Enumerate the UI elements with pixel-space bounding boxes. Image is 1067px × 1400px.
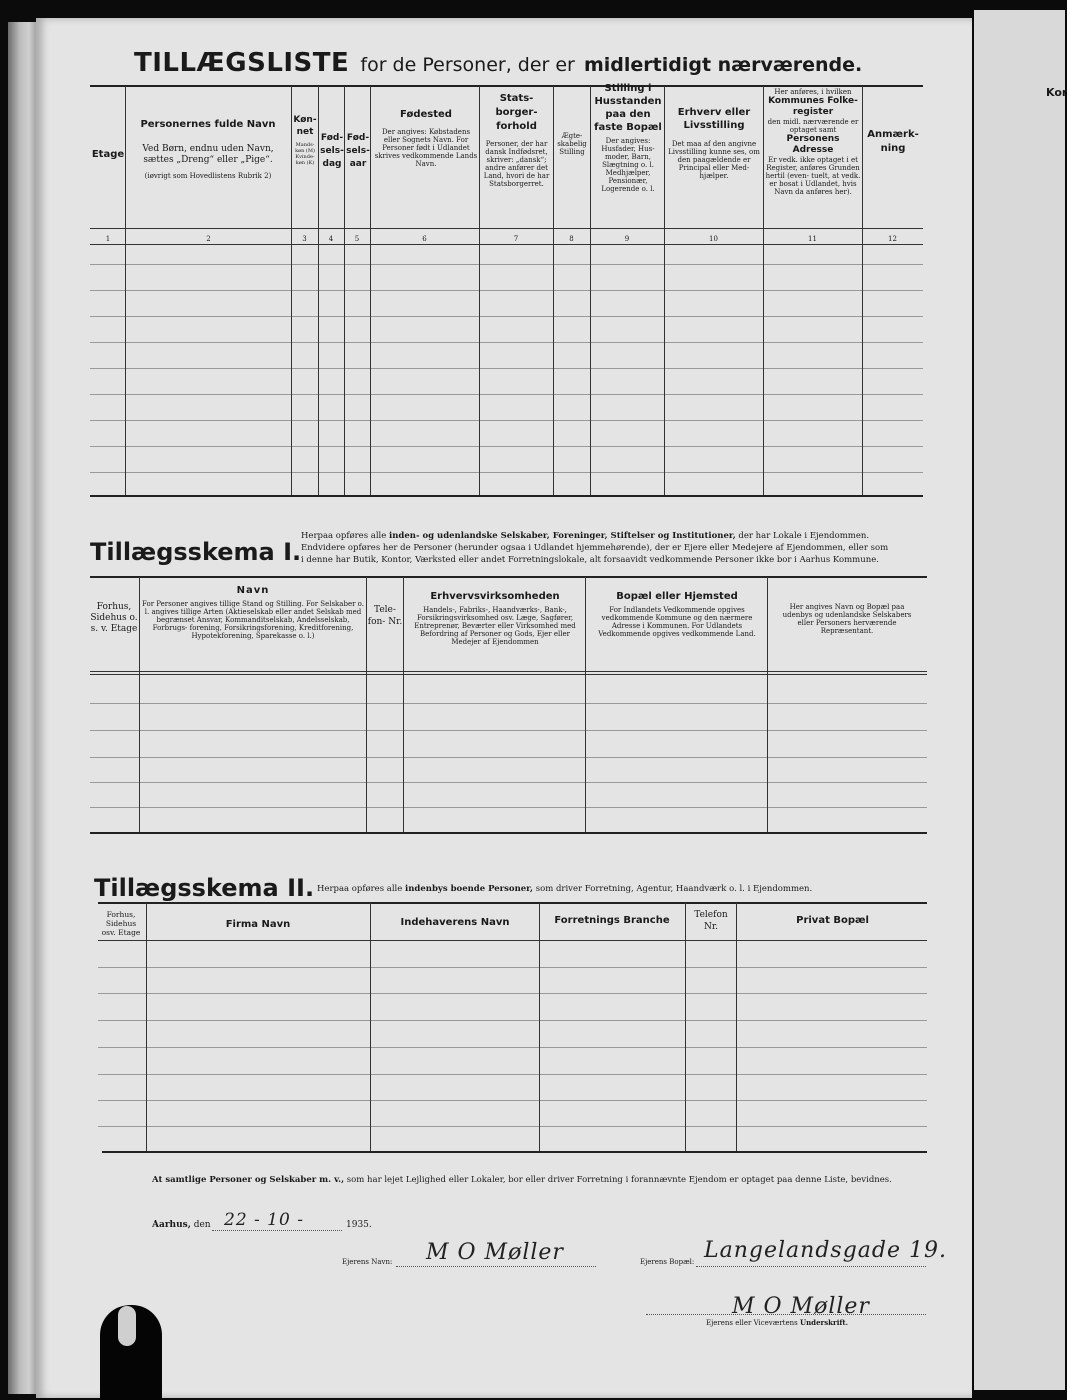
col-number: 6 <box>422 235 427 243</box>
col-number: 5 <box>354 235 360 243</box>
col-citizenship-title: Stats- borger- forhold <box>495 93 538 132</box>
col-gender-title: Køn- net <box>293 115 317 137</box>
col-gender-sub: Mands- køn (M) Kvinde- køn (K) <box>295 142 315 166</box>
owner-name-handwritten: M O Møller <box>426 1240 564 1265</box>
skema2-title: Tillægsskema II. <box>94 874 315 902</box>
den-word: den <box>193 1220 211 1230</box>
col-citizenship-header <box>481 92 552 188</box>
skema1-col-etage: Forhus, Sidehus o. s. v. Etage <box>90 602 138 634</box>
skema2-col-etage: Forhus, Sidehus osv. Etage <box>101 910 141 937</box>
declaration-text <box>152 1175 892 1185</box>
col-register-mid: den midl. nærværende er optaget samt <box>767 118 859 134</box>
owner-address-label: Ejerens Bopæl: <box>640 1258 695 1266</box>
col-birthday-header: Fød- sels- dag <box>320 133 344 169</box>
col-register-title: Kommunes Folke- register <box>768 96 858 117</box>
col-etage-header: Etage <box>91 149 125 160</box>
skema2-col-branch: Forretnings Branche <box>554 915 670 926</box>
col-occupation-header <box>666 106 762 180</box>
book-spine-edge <box>8 22 38 1394</box>
col-household-title: Stilling i Husstanden paa den faste Bopæl <box>594 83 662 133</box>
signature-handwritten: M O Møller <box>732 1294 870 1319</box>
skema2-intro-a: Herpaa opføres alle <box>317 884 403 894</box>
col-birthplace-title: Fødested <box>400 109 452 120</box>
col-register-pre: Her anføres, i hvilken <box>774 88 852 96</box>
col-register-sub: Er vedk. ikke optaget i et Register, anføres Grunden hertil (even- tuelt, at vedk. er bosat i Udlandet, hvis Navn da anføres her). <box>765 156 861 196</box>
signature-label-a: Ejerens eller Viceværtens <box>706 1319 798 1327</box>
skema1-col-business <box>406 590 584 646</box>
page-title <box>134 48 862 78</box>
skema1-col-name <box>142 584 364 640</box>
title-rest: for de Personer, der er <box>360 54 575 76</box>
skema2-intro-b: indenbys boende Personer, <box>405 884 534 894</box>
col-birthplace-sub: Der angives: Købstadens eller Sognets Navn. For Personer født i Udlandet skrives vedkommende Lands Navn. <box>374 128 478 168</box>
col-name-note: (iøvrigt som Hovedlistens Rubrik 2) <box>144 172 272 180</box>
facing-page-text: Kor <box>1046 86 1067 99</box>
col-occupation-sub: Det maa af den angivne Livsstilling kunne ses, om den paagældende er Principal eller Med- hjælper. <box>668 140 760 180</box>
col-citizenship-sub: Personer, der har dansk Indfødsret, skriver: „dansk“; andre anfører det Land, hvori de har Statsborgerret. <box>483 140 550 188</box>
title-main-word: TILLÆGSLISTE <box>134 48 350 78</box>
skema1-col-phone: Tele- fon- Nr. <box>367 605 403 627</box>
col-remark-header: Anmærk- ning <box>867 129 919 154</box>
title-bold-part: midlertidigt nærværende. <box>583 54 863 76</box>
skema1-intro <box>301 530 931 566</box>
skema2-intro-c: som driver Forretning, Agentur, Haandværk o. l. i Ejendommen. <box>535 884 813 894</box>
skema1-intro-b: inden- og udenlandske Selskaber, Foreninger, Stiftelser og Institutioner, <box>389 531 736 541</box>
col-gender-header <box>292 114 318 166</box>
col-marital-header: Ægte- skabelig Stilling <box>557 132 587 156</box>
skema1-intro-line3: i denne har Butik, Kontor, Værksted eller andet Forretningslokale, alt forsaavidt vedkommende Personer ikke bor i Aarhus Kommune. <box>301 555 879 565</box>
skema2-col-firm: Firma Navn <box>225 919 291 930</box>
skema2-col-owner: Indehaverens Navn <box>400 917 510 928</box>
col-number: 8 <box>569 235 574 243</box>
skema1-col-residence-sub: For Indlandets Vedkommende opgives vedkommende Kommune og den nærmere Adresse i Kommunen. For Udlandets Vedkommende opgives vedkommende Land. <box>598 606 756 638</box>
date-line <box>152 1220 211 1230</box>
skema1-col-residence <box>588 590 766 638</box>
declaration-bold: At samtlige Personer og Selskaber m. v., <box>152 1175 345 1185</box>
skema1-title: Tillægsskema I. <box>90 538 302 566</box>
col-number: 1 <box>105 235 111 243</box>
col-number: 7 <box>513 235 519 243</box>
col-number: 12 <box>888 235 897 243</box>
city: Aarhus, <box>152 1220 191 1230</box>
owner-address-handwritten: Langelandsgade 19. <box>704 1238 947 1263</box>
col-number: 4 <box>328 235 334 243</box>
col-number: 2 <box>206 235 211 243</box>
col-name-title: Personernes fulde Navn <box>140 119 276 130</box>
col-name-header <box>128 118 288 180</box>
col-household-header <box>592 82 664 193</box>
signature-label-b: Underskrift. <box>799 1318 849 1327</box>
col-household-sub: Der angives: Husfader, Hus- moder, Barn, Slægtning o. l. Medhjælper, Pensionær, Logerende o. l. <box>601 137 655 193</box>
col-name-sub: Ved Børn, endnu uden Navn, sættes „Dreng“ eller „Pige“. <box>142 144 274 165</box>
facing-page <box>974 10 1065 1390</box>
col-occupation-title: Erhverv eller Livsstilling <box>677 107 751 131</box>
form-page <box>36 18 972 1398</box>
owner-name-label: Ejerens Navn: <box>342 1258 393 1266</box>
skema1-intro-line2: Endvidere opføres her de Personer (herunder ogsaa i Udlandet hjemmehørende), der er Ejere eller Medejere af Ejendommen, eller som <box>301 543 889 553</box>
col-number: 3 <box>302 235 307 243</box>
col-register-header <box>765 88 861 196</box>
skema1-intro-a: Herpaa opføres alle <box>301 531 387 541</box>
skema1-col-name-title: Navn <box>236 585 270 596</box>
skema1-col-name-sub: For Personer angives tillige Stand og Stilling. For Selskaber o. l. angives tillige Arten (Aktieselskab eller andet Selskab med begrænset Ansvar, Kommanditselskab, Andelsselskab, Forbrugs- forening, Forsikringsforening, Kreditforening, Hypotekforening, Sparekasse o. l.) <box>142 600 364 640</box>
col-birthplace-header <box>374 108 478 168</box>
skema2-col-phone: Telefon Nr. <box>694 910 728 932</box>
col-number: 11 <box>808 235 817 243</box>
skema1-intro-c: der har Lokale i Ejendommen. <box>738 531 870 541</box>
skema1-col-residence-title: Bopæl eller Hjemsted <box>616 591 738 602</box>
col-number: 9 <box>624 235 630 243</box>
skema1-col-representative: Her angives Navn og Bopæl paa udenbys og udenlandske Selskabers eller Personers herværende Repræsentant. <box>782 603 912 635</box>
col-birthyear-header: Fød- sels- aar <box>346 133 370 169</box>
thumbnail-highlight <box>118 1306 136 1346</box>
date-handwritten: 22 - 10 - <box>224 1210 304 1230</box>
year: 1935. <box>346 1220 372 1230</box>
skema2-col-private-address: Privat Bopæl <box>796 915 869 926</box>
skema1-col-business-title: Erhvervsvirksomheden <box>430 591 560 602</box>
signature-label <box>706 1318 848 1327</box>
col-number: 10 <box>709 235 718 243</box>
skema1-col-business-sub: Handels-, Fabriks-, Haandværks-, Bank-, Forsikringsvirksomhed osv. Læge, Sagfører, Entreprenør, Beværter eller Virksomhed med Befordring af Personer og Gods, Ejer eller Medejer af Ejendommen <box>414 606 576 646</box>
skema2-intro <box>317 884 812 894</box>
declaration-rest: som har lejet Lejlighed eller Lokaler, bor eller driver Forretning i forannævnte Ejendom er optaget paa denne Liste, bevidnes. <box>346 1175 892 1185</box>
col-register-title2: Personens Adresse <box>786 134 840 155</box>
